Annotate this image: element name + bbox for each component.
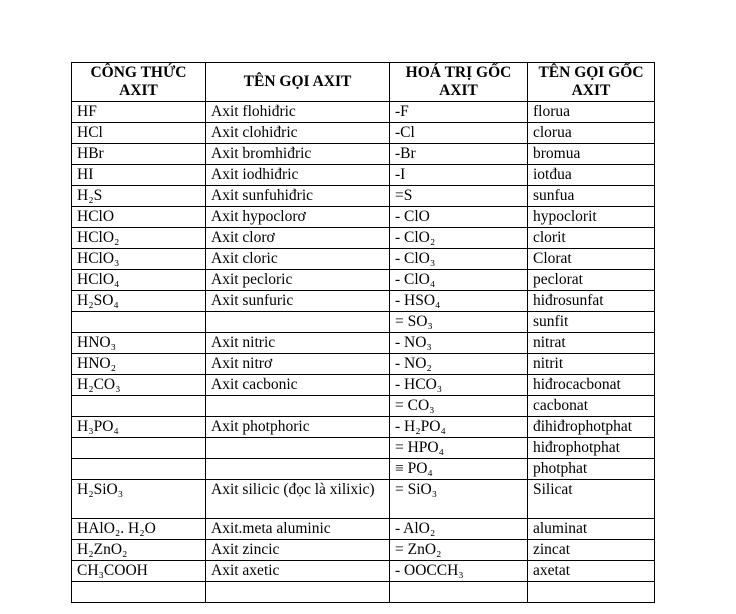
radical-name-cell: Clorat bbox=[528, 249, 655, 270]
radical-name-cell bbox=[528, 582, 655, 603]
formula-cell: H₂CO₃ bbox=[72, 375, 206, 396]
formula-cell: H₂ZnO₂ bbox=[72, 540, 206, 561]
radical-name-cell: hiđrocacbonat bbox=[528, 375, 655, 396]
table-row bbox=[72, 459, 655, 480]
radical-name-cell: axetat bbox=[528, 561, 655, 582]
valence-cell: - HCO₃ bbox=[390, 375, 528, 396]
acid-name-cell: Axit sunfuhiđric bbox=[206, 186, 390, 207]
valence-cell: -Br bbox=[390, 144, 528, 165]
acid-name-cell: Axit iodhiđric bbox=[206, 165, 390, 186]
valence-cell: - H₂PO₄ bbox=[390, 417, 528, 438]
formula-cell: HNO₃ bbox=[72, 333, 206, 354]
radical-name-cell: photphat bbox=[528, 459, 655, 480]
formula-cell: HBr bbox=[72, 144, 206, 165]
radical-name-cell: cacbonat bbox=[528, 396, 655, 417]
table-row bbox=[72, 165, 655, 186]
table-row bbox=[72, 417, 655, 438]
valence-cell: - ClO₄ bbox=[390, 270, 528, 291]
acid-name-cell: Axit pecloric bbox=[206, 270, 390, 291]
valence-cell: - NO₃ bbox=[390, 333, 528, 354]
table-row bbox=[72, 270, 655, 291]
table-row bbox=[72, 228, 655, 249]
radical-name-cell: hypoclorit bbox=[528, 207, 655, 228]
acid-name-cell bbox=[206, 312, 390, 333]
header-valence: HOÁ TRỊ GỐC AXIT bbox=[390, 63, 528, 102]
formula-cell: CH₃COOH bbox=[72, 561, 206, 582]
valence-cell bbox=[390, 582, 528, 603]
formula-cell: HClO₂ bbox=[72, 228, 206, 249]
valence-cell: -F bbox=[390, 102, 528, 123]
acid-name-cell: Axit clohiđric bbox=[206, 123, 390, 144]
acid-name-cell: Axit cloric bbox=[206, 249, 390, 270]
acid-name-cell: Axit nitric bbox=[206, 333, 390, 354]
acid-name-cell: Axit.meta aluminic bbox=[206, 519, 390, 540]
radical-name-cell: hiđrosunfat bbox=[528, 291, 655, 312]
table-row bbox=[72, 333, 655, 354]
table-row bbox=[72, 540, 655, 561]
radical-name-cell: đihiđrophotphat bbox=[528, 417, 655, 438]
formula-cell bbox=[72, 396, 206, 417]
valence-cell: -I bbox=[390, 165, 528, 186]
formula-cell: H₂SO₄ bbox=[72, 291, 206, 312]
acid-name-cell: Axit sunfuric bbox=[206, 291, 390, 312]
radical-name-cell: bromua bbox=[528, 144, 655, 165]
valence-cell: -Cl bbox=[390, 123, 528, 144]
formula-cell: H₃PO₄ bbox=[72, 417, 206, 438]
acid-name-cell: Axit zincic bbox=[206, 540, 390, 561]
table-row bbox=[72, 375, 655, 396]
header-formula: CÔNG THỨC AXIT bbox=[72, 63, 206, 102]
valence-cell: =S bbox=[390, 186, 528, 207]
acid-name-cell: Axit bromhiđric bbox=[206, 144, 390, 165]
valence-cell: - HSO₄ bbox=[390, 291, 528, 312]
valence-cell: - AlO₂ bbox=[390, 519, 528, 540]
valence-cell: - NO₂ bbox=[390, 354, 528, 375]
table-row bbox=[72, 144, 655, 165]
radical-name-cell: sunfua bbox=[528, 186, 655, 207]
formula-cell: H₂S bbox=[72, 186, 206, 207]
formula-cell bbox=[72, 459, 206, 480]
acid-name-cell: Axit photphoric bbox=[206, 417, 390, 438]
acid-name-cell: Axit clorơ bbox=[206, 228, 390, 249]
radical-name-cell: clorua bbox=[528, 123, 655, 144]
radical-name-cell: peclorat bbox=[528, 270, 655, 291]
valence-cell: ≡ PO₄ bbox=[390, 459, 528, 480]
valence-cell: - ClO₂ bbox=[390, 228, 528, 249]
formula-cell: HClO₄ bbox=[72, 270, 206, 291]
acid-name-cell: Axit nitrơ bbox=[206, 354, 390, 375]
table-row bbox=[72, 207, 655, 228]
acid-name-cell bbox=[206, 459, 390, 480]
acid-name-cell: Axit flohiđric bbox=[206, 102, 390, 123]
table-row bbox=[72, 561, 655, 582]
radical-name-cell: aluminat bbox=[528, 519, 655, 540]
acid-name-cell: Axit axetic bbox=[206, 561, 390, 582]
table-row bbox=[72, 480, 655, 519]
formula-cell: HClO bbox=[72, 207, 206, 228]
valence-cell: = SO₃ bbox=[390, 312, 528, 333]
acid-name-cell: Axit cacbonic bbox=[206, 375, 390, 396]
valence-cell: = HPO₄ bbox=[390, 438, 528, 459]
header-row bbox=[72, 63, 655, 102]
formula-cell bbox=[72, 312, 206, 333]
acid-table bbox=[71, 62, 655, 603]
table-row bbox=[72, 123, 655, 144]
table-row bbox=[72, 291, 655, 312]
table-row bbox=[72, 519, 655, 540]
radical-name-cell: florua bbox=[528, 102, 655, 123]
valence-cell: - ClO₃ bbox=[390, 249, 528, 270]
radical-name-cell: nitrit bbox=[528, 354, 655, 375]
radical-name-cell: clorit bbox=[528, 228, 655, 249]
radical-name-cell: hiđrophotphat bbox=[528, 438, 655, 459]
acid-name-cell bbox=[206, 582, 390, 603]
acid-name-cell: Axit silicic (đọc là xilixic) bbox=[206, 480, 390, 519]
header-acid-name: TÊN GỌI AXIT bbox=[206, 63, 390, 102]
radical-name-cell: Silicat bbox=[528, 480, 655, 519]
formula-cell: HClO₃ bbox=[72, 249, 206, 270]
table-row bbox=[72, 396, 655, 417]
radical-name-cell: iotđua bbox=[528, 165, 655, 186]
formula-cell: HNO₂ bbox=[72, 354, 206, 375]
valence-cell: = CO₃ bbox=[390, 396, 528, 417]
valence-cell: = ZnO₂ bbox=[390, 540, 528, 561]
table-row bbox=[72, 354, 655, 375]
formula-cell: HCl bbox=[72, 123, 206, 144]
table-row bbox=[72, 186, 655, 207]
acid-name-cell: Axit hypoclorơ bbox=[206, 207, 390, 228]
acid-name-cell bbox=[206, 438, 390, 459]
formula-cell bbox=[72, 438, 206, 459]
table-row bbox=[72, 249, 655, 270]
radical-name-cell: zincat bbox=[528, 540, 655, 561]
formula-cell: HF bbox=[72, 102, 206, 123]
radical-name-cell: nitrat bbox=[528, 333, 655, 354]
table-row bbox=[72, 582, 655, 603]
valence-cell: = SiO₃ bbox=[390, 480, 528, 519]
table-row bbox=[72, 312, 655, 333]
formula-cell bbox=[72, 582, 206, 603]
formula-cell: HAlO₂. H₂O bbox=[72, 519, 206, 540]
acid-name-cell bbox=[206, 396, 390, 417]
header-radical-name: TÊN GỌI GỐC AXIT bbox=[528, 63, 655, 102]
radical-name-cell: sunfit bbox=[528, 312, 655, 333]
table-row bbox=[72, 102, 655, 123]
valence-cell: - OOCCH₃ bbox=[390, 561, 528, 582]
valence-cell: - ClO bbox=[390, 207, 528, 228]
table-row bbox=[72, 438, 655, 459]
formula-cell: HI bbox=[72, 165, 206, 186]
formula-cell: H₂SiO₃ bbox=[72, 480, 206, 519]
